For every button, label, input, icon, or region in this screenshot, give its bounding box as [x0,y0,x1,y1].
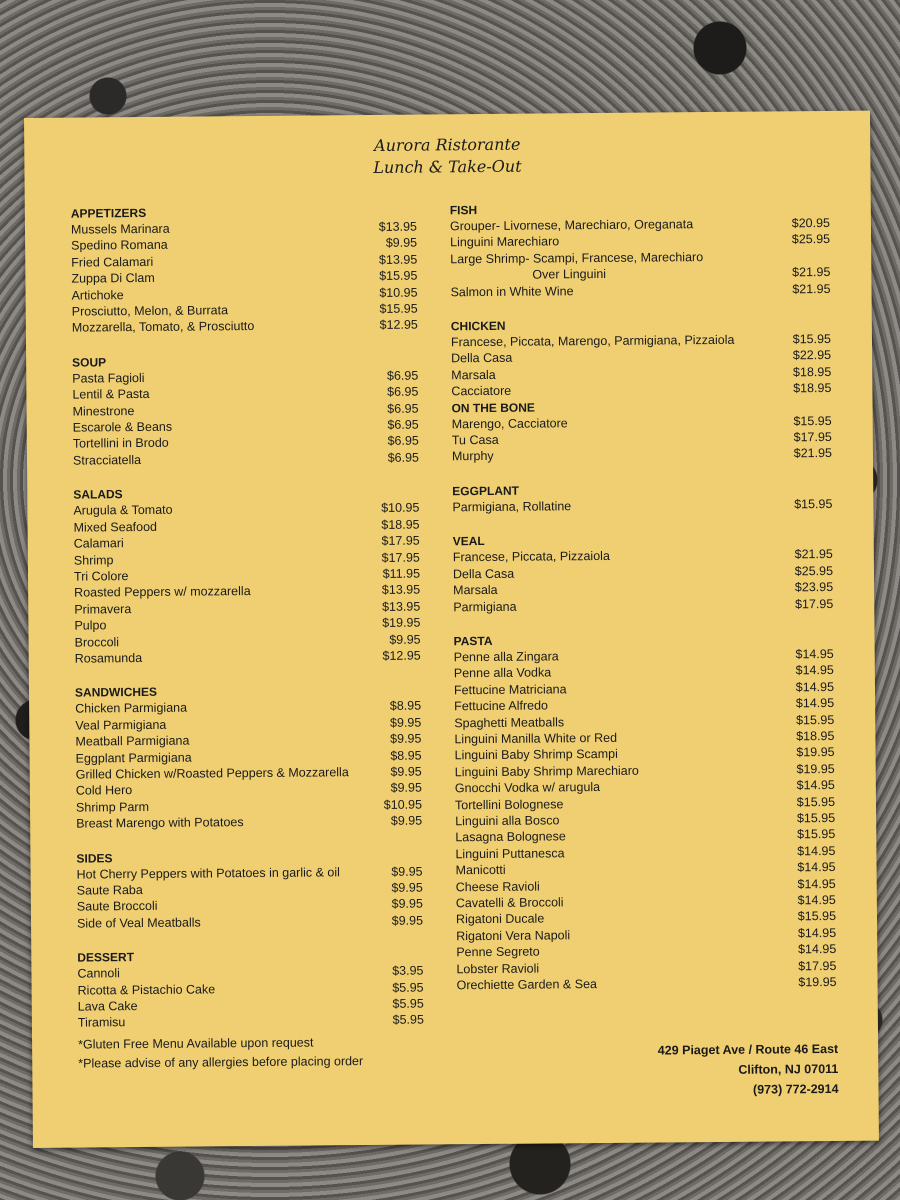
phone-number: (973) 772-2914 [752,1081,839,1097]
section-fish [450,199,831,300]
item-name: Manicotti [455,863,506,878]
menu-subtitle: Lunch & Take-Out [373,156,522,177]
item-name: Arugula & Tomato [73,502,173,518]
item-name: Parmigiana [453,599,517,614]
menu-header [24,131,870,182]
item-name: Tri Colore [73,569,129,584]
item-name: Lentil & Pasta [72,387,150,402]
item-name: Rigatoni Ducale [455,911,545,927]
item-name: Prosciutto, Melon, & Burrata [71,303,229,319]
item-price: $9.95 [391,896,423,912]
item-price: $25.95 [794,563,834,578]
item-price: $14.95 [797,876,836,891]
address-block [658,1039,839,1101]
item-price: $18.95 [796,728,835,744]
item-name: Gnocchi Vodka w/ arugula [454,780,601,796]
item-price: $15.95 [794,496,833,512]
item-price: $15.95 [796,827,836,842]
section-sandwiches [75,682,422,832]
item-name: Francese, Piccata, Pizzaiola [452,549,610,565]
item-price: $14.95 [797,843,836,859]
item-name: Primavera [74,601,132,617]
item-price: $21.95 [793,446,833,461]
item-price: $11.95 [382,566,421,581]
item-name: Large Shrimp- Scampi, Francese, Marechiaro [450,249,704,267]
section-title: SIDES [76,850,113,866]
item-price: $9.95 [390,764,422,779]
item-name: Zuppa Di Clam [71,271,155,286]
item-price: $6.95 [387,401,419,416]
item-name: Cacciatore [451,384,512,399]
item-price: $20.95 [791,215,831,231]
item-price: $23.95 [794,580,834,595]
item-price: $6.95 [386,368,419,383]
item-name: Della Casa [452,566,515,581]
item-name: Penne alla Vodka [453,665,552,681]
item-price: $15.95 [796,810,836,826]
item-price: $14.95 [795,679,835,695]
item-name: Escarole & Beans [72,419,173,435]
item-price: $8.95 [390,748,422,763]
menu-item [452,445,832,465]
item-name: Marsala [451,367,496,383]
item-name: Shrimp [73,552,114,568]
footnotes [78,1032,424,1073]
section-title: FISH [449,203,478,218]
item-name: Mixed Seafood [73,519,158,535]
item-name: Fettucine Matriciana [453,682,567,697]
item-name: Linguini alla Bosco [455,813,560,829]
item-name: Shrimp Parm [75,799,150,815]
item-price: $18.95 [793,381,832,396]
item-name: Tortellini Bolognese [454,796,564,812]
item-price: $9.95 [391,913,424,928]
item-name: Cheese Ravioli [455,879,540,894]
item-price: $12.95 [382,648,421,663]
item-price: $21.95 [792,281,831,296]
section-title: SALADS [73,487,123,502]
section-title: DESSERT [77,950,135,965]
menu-item [72,317,418,336]
item-name: Fettucine Alfredo [454,698,549,714]
item-price: $14.95 [795,663,834,678]
section-soup [72,351,419,468]
section-title: VEAL [452,534,485,549]
item-name: Tiramisu [77,1015,126,1031]
item-price: $15.95 [793,413,832,428]
section-title: APPETIZERS [70,205,147,221]
menu-item [453,595,833,615]
item-price: $21.95 [794,547,833,562]
item-price: $19.95 [796,745,835,760]
item-name: Rosamunda [74,650,143,666]
section-on-the-bone [451,397,832,466]
menu-item [78,1012,424,1031]
restaurant-name: Aurora Ristorante [374,134,521,155]
section-appetizers [71,203,418,337]
item-price: $13.95 [378,252,418,267]
item-name: Cannoli [77,966,120,981]
section-sides [76,847,423,932]
item-price: $15.95 [792,331,832,347]
item-name: Chicken Parmigiana [75,700,188,716]
item-name: Ricotta & Pistachio Cake [77,981,216,998]
menu-item [77,912,423,931]
left-column [71,203,425,1074]
item-price: $19.95 [796,761,835,777]
item-name: Penne Segreto [456,944,540,960]
item-name: Breast Marengo with Potatoes [76,815,244,831]
item-price: $5.95 [392,980,424,995]
section-title: ON THE BONE [451,400,535,415]
item-name: Stracciatella [72,452,142,468]
item-price: $17.95 [793,430,832,445]
item-name: Lasagna Bolognese [455,829,566,845]
menu-item [75,647,421,666]
item-name: Orechiette Garden & Sea [456,977,597,993]
item-price: $13.95 [381,582,421,598]
item-name: Murphy [451,449,494,464]
item-name: Tu Casa [451,432,499,448]
menu-item [451,380,831,400]
item-name: Linguini Baby Shrimp Scampi [454,747,618,763]
item-name: Saute Raba [76,882,143,898]
item-price: $15.95 [797,909,837,924]
item-name: Marsala [453,582,498,598]
address-street: 429 Piaget Ave / Route 46 East [657,1041,839,1058]
item-price: $9.95 [391,880,423,895]
item-name: Veal Parmigiana [75,717,167,733]
item-price: $17.95 [381,533,420,548]
item-price: $9.95 [385,235,418,251]
item-price: $13.95 [381,599,421,614]
item-price: $5.95 [392,996,424,1011]
item-name: Spedino Romana [71,238,168,253]
item-price: $9.95 [390,780,422,796]
item-name: Mussels Marinara [70,221,170,237]
menu-sheet [24,111,879,1148]
item-price: $14.95 [797,942,837,957]
item-price: $9.95 [389,632,421,647]
item-name: Pasta Fagioli [72,370,145,386]
item-name: Grilled Chicken w/Roasted Peppers & Mozzarella [75,765,349,782]
item-price: $9.95 [391,864,423,879]
item-price: $19.95 [798,974,837,990]
item-name: Eggplant Parmigiana [75,750,192,766]
item-name: Meatball Parmigiana [75,733,190,749]
item-name: Parmigiana, Rollatine [452,499,572,515]
address-city: Clifton, NJ 07011 [738,1061,839,1077]
item-price: $15.95 [379,301,418,316]
item-price: $15.95 [795,712,835,727]
item-price: $21.95 [792,265,831,280]
section-title: SANDWICHES [74,685,158,700]
item-price: $5.95 [392,1012,424,1028]
item-name: Hot Cherry Peppers with Potatoes in garlic & oil [76,864,340,882]
item-name: Fried Calamari [71,254,154,270]
item-name: Minestrone [72,403,135,419]
menu-item [452,496,832,516]
item-price: $6.95 [387,434,419,449]
item-name: Lava Cake [77,999,138,1014]
item-name: Della Casa [451,351,513,366]
item-price: $6.95 [387,450,420,465]
menu-item [450,281,830,301]
item-price: $10.95 [379,285,418,300]
item-name: Lobster Ravioli [456,961,540,976]
item-price: $17.95 [794,596,834,611]
section-veal [453,530,834,615]
item-name: Grouper- Livornese, Marechiaro, Oreganata [449,217,694,234]
item-name: Tortellini in Brodo [72,436,169,452]
item-name: Penne alla Zingara [453,649,559,665]
item-price: $9.95 [390,731,422,746]
item-name: Cold Hero [75,783,133,798]
section-eggplant [452,480,832,516]
section-title: PASTA [453,633,493,649]
item-price: $10.95 [383,797,423,812]
item-name: Roasted Peppers w/ mozzarella [74,584,251,600]
item-price: $22.95 [792,348,832,363]
menu-item [76,813,422,832]
section-title: EGGPLANT [452,483,520,499]
right-column [450,199,837,1012]
menu-item [73,449,419,468]
item-name: Over Linguini [532,267,607,282]
item-price: $17.95 [381,550,420,565]
item-price: $14.95 [797,860,836,875]
item-price: $19.95 [382,615,421,631]
item-name: Linguini Marechiaro [450,234,560,250]
item-name: Mozzarella, Tomato, & Prosciutto [71,319,255,336]
item-price [786,248,830,265]
item-price: $8.95 [389,698,422,714]
item-price: $18.95 [381,517,420,532]
item-price: $9.95 [390,813,423,829]
item-price: $3.95 [392,963,424,979]
item-name: Salmon in White Wine [450,283,574,299]
item-price: $14.95 [797,925,837,941]
item-name: Cavatelli & Broccoli [455,895,564,911]
item-price: $18.95 [792,364,832,380]
item-price: $14.95 [797,892,836,908]
item-price: $14.95 [795,646,834,662]
item-name: Broccoli [74,634,120,650]
item-name: Spaghetti Meatballs [454,714,565,730]
section-chicken [451,315,832,400]
item-price: $13.95 [378,219,418,234]
item-price: $6.95 [387,384,419,400]
section-title: CHICKEN [450,318,506,334]
section-salads [73,484,421,667]
item-price: $14.95 [795,696,835,711]
item-name: Calamari [73,536,124,551]
item-name: Rigatoni Vera Napoli [456,928,571,944]
item-price: $17.95 [798,958,837,973]
footnote: *Please advise of any allergies before placing order [78,1053,364,1071]
section-title: SOUP [72,355,107,370]
section-pasta [454,630,837,994]
item-name: Linguini Manilla White or Red [454,730,618,747]
item-name: Artichoke [71,287,124,303]
item-price: $15.95 [796,794,836,809]
item-price: $15.95 [379,268,418,284]
item-price: $12.95 [379,318,418,333]
item-name: Side of Veal Meatballs [76,915,201,931]
item-name: Linguini Baby Shrimp Marechiaro [454,763,639,780]
item-name: Linguini Puttanesca [455,846,565,862]
item-price: $10.95 [381,500,420,516]
item-name: Saute Broccoli [76,899,158,914]
item-price: $25.95 [791,232,831,247]
item-price: $14.95 [796,778,835,793]
item-name: Pulpo [74,618,107,633]
section-dessert [77,947,424,1032]
menu-item [457,974,837,994]
item-name: Marengo, Cacciatore [451,415,568,431]
item-price: $9.95 [389,715,422,730]
item-price: $6.95 [387,417,419,432]
footnote: *Gluten Free Menu Available upon request [78,1035,314,1052]
item-name: Francese, Piccata, Marengo, Parmigiana, Pizzaiola [450,332,735,350]
